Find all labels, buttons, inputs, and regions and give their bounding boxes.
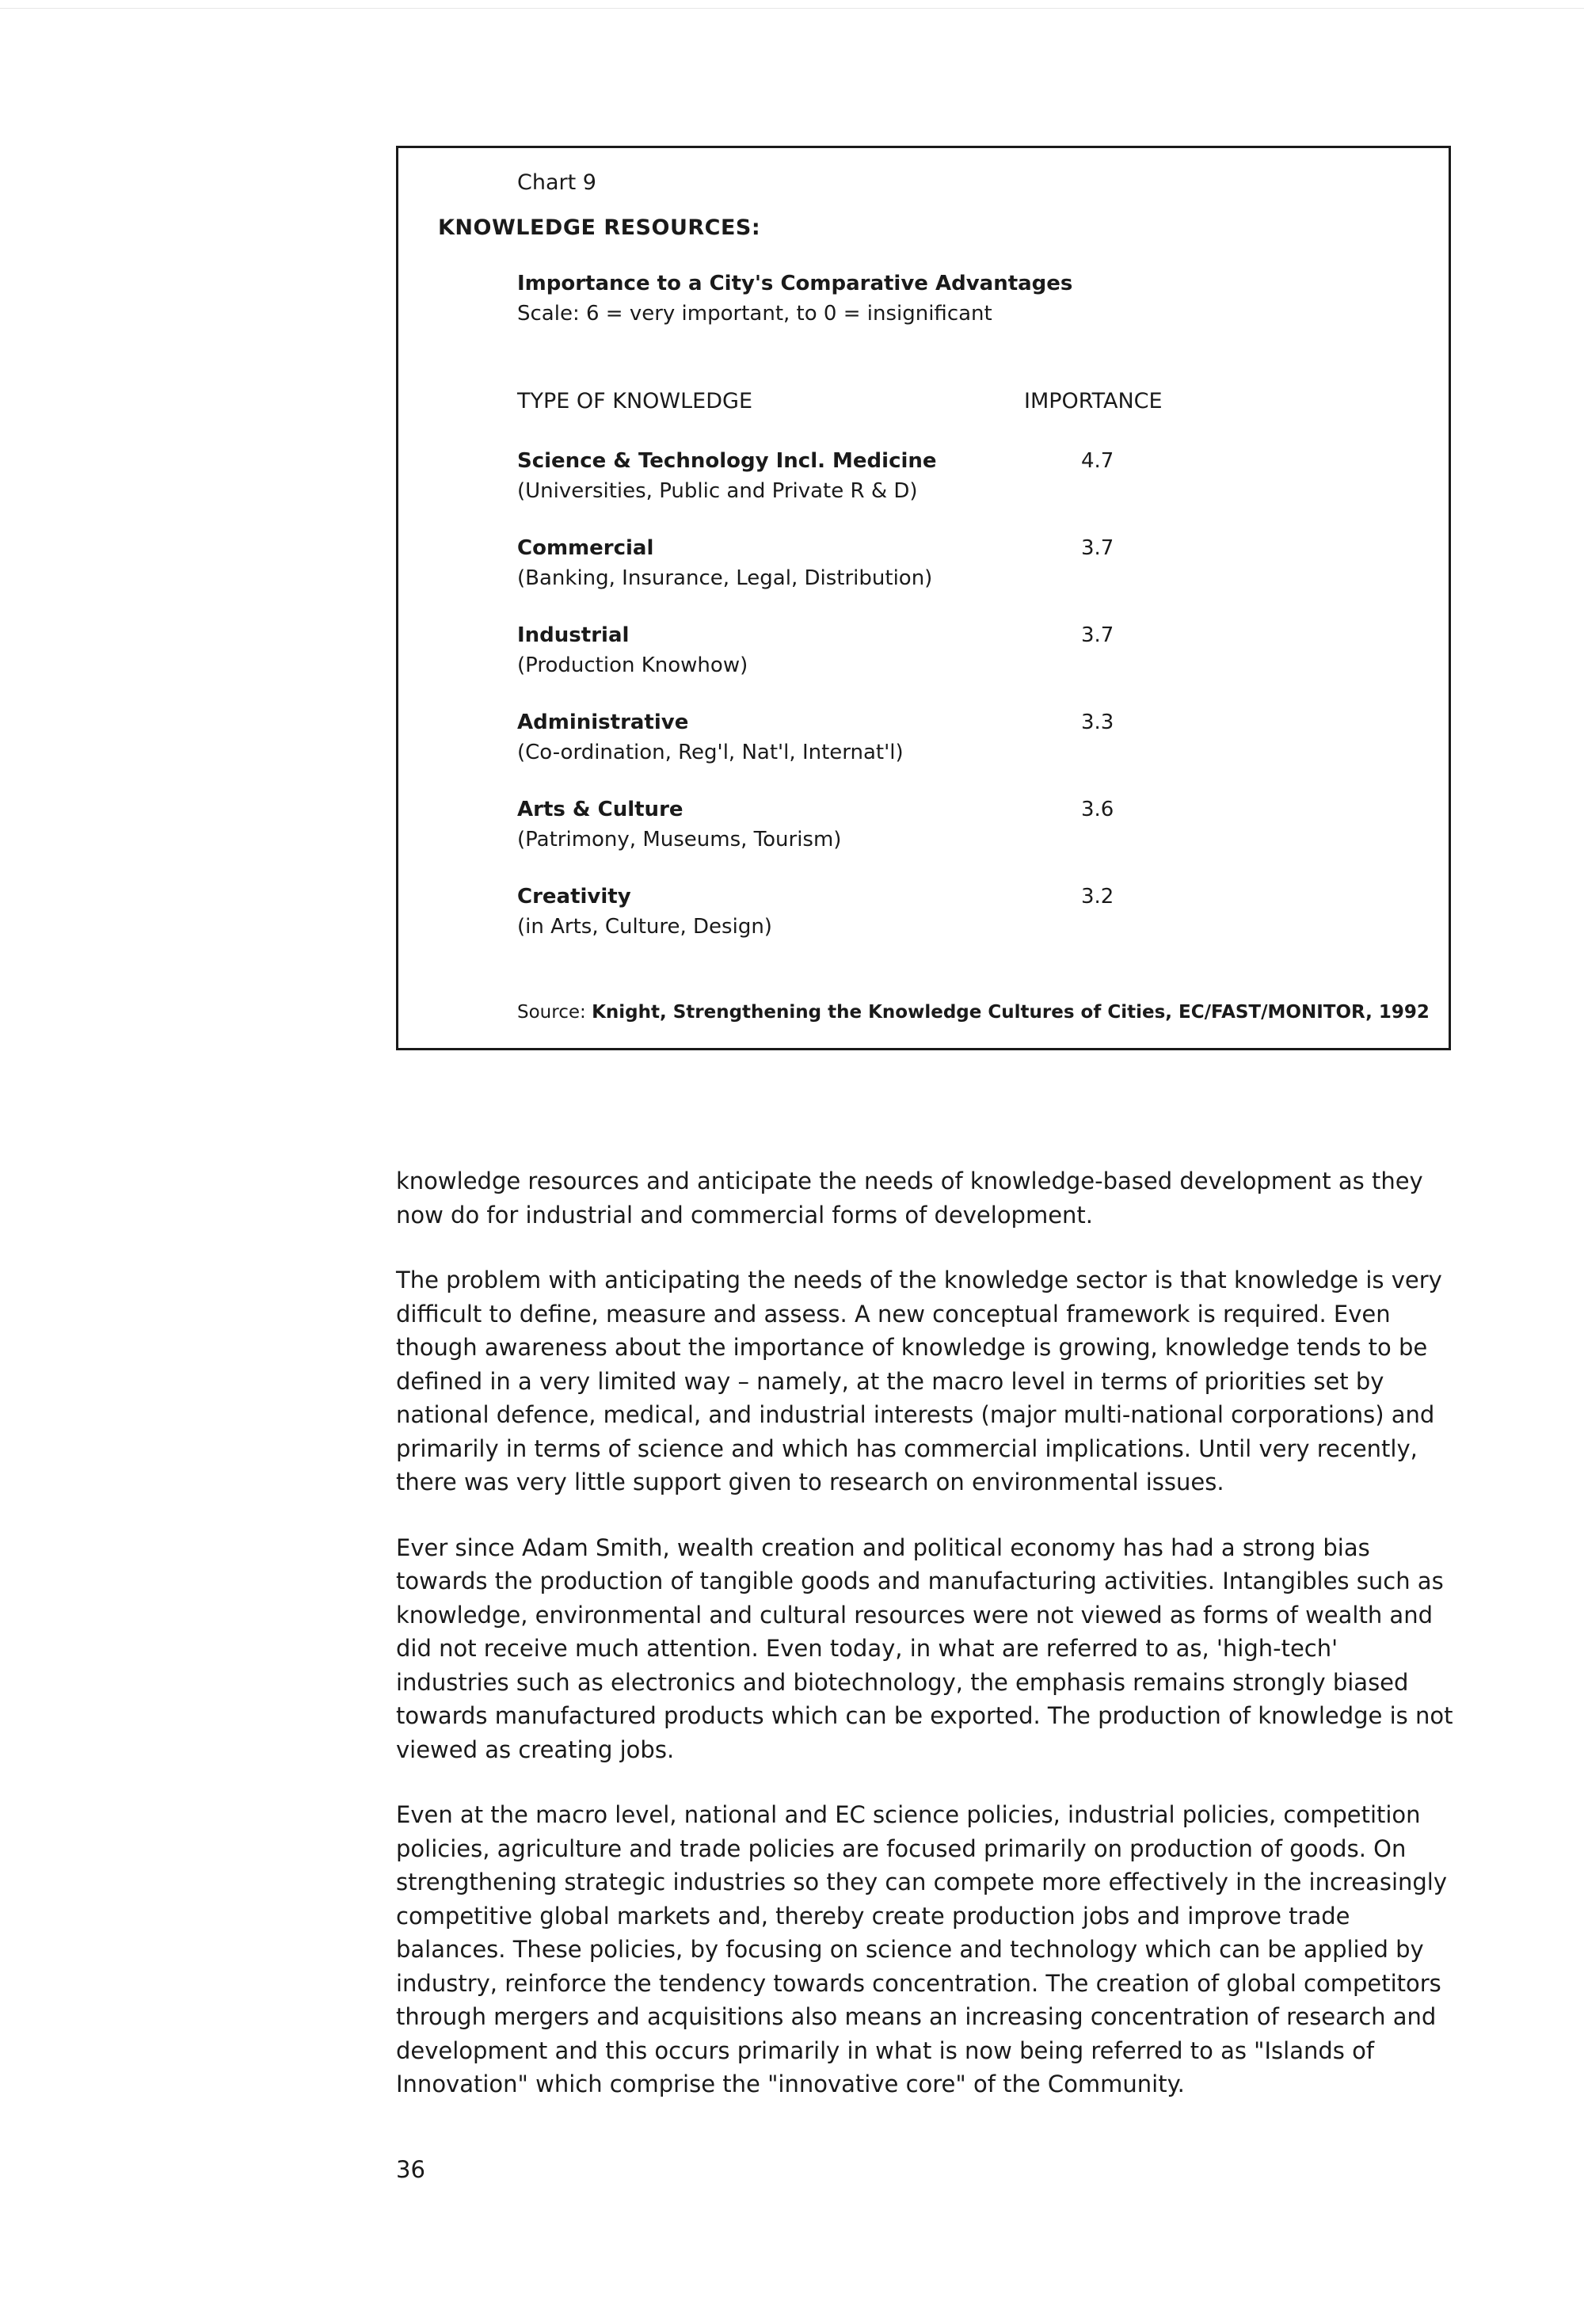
chart-9-box <box>396 146 1451 1050</box>
knowledge-type-name: Commercial <box>517 536 654 560</box>
knowledge-row <box>517 798 1388 861</box>
page-number: 36 <box>396 2156 425 2183</box>
knowledge-type-desc: (Patrimony, Museums, Tourism) <box>517 828 842 851</box>
knowledge-type-name: Creativity <box>517 885 631 909</box>
knowledge-type-desc: (Banking, Insurance, Legal, Distribution) <box>517 566 933 590</box>
knowledge-type-desc: (Universities, Public and Private R & D) <box>517 479 918 503</box>
column-header-type: TYPE OF KNOWLEDGE <box>517 389 752 413</box>
knowledge-row <box>517 885 1388 948</box>
importance-value: 3.7 <box>1081 536 1114 560</box>
knowledge-row <box>517 711 1388 774</box>
importance-value: 3.7 <box>1081 623 1114 647</box>
paragraph: The problem with anticipating the needs of the knowledge sector is that knowledge is very difficult to define, measure and assess. A new conceptual framework is required. Even though awareness about the importance of knowledge is growing, knowledge tends to be defined in a very limited way – namely, at the macro level in terms of priorities set by national defence, medical, and industrial interests (major multi-national corporations) and primarily in terms of science and which has commercial implications. Until very recently, there was very little support given to research on environmental issues. <box>396 1267 1442 1495</box>
knowledge-type-desc: (in Arts, Culture, Design) <box>517 915 772 939</box>
chart-scale: Scale: 6 = very important, to 0 = insignificant <box>517 302 992 326</box>
knowledge-row <box>517 536 1388 600</box>
importance-value: 3.3 <box>1081 711 1114 734</box>
body-text <box>396 1164 1457 2133</box>
knowledge-type-name: Science & Technology Incl. Medicine <box>517 449 937 473</box>
knowledge-type-name: Administrative <box>517 711 689 734</box>
importance-value: 3.6 <box>1081 798 1114 821</box>
column-header-importance: IMPORTANCE <box>1024 389 1163 413</box>
source-text: Knight, Strengthening the Knowledge Cultures of Cities, EC/FAST/MONITOR, 1992 <box>592 1002 1430 1023</box>
paragraph: knowledge resources and anticipate the needs of knowledge-based development as they now do for industrial and commercial forms of development. <box>396 1168 1423 1229</box>
knowledge-row <box>517 623 1388 687</box>
chart-title: KNOWLEDGE RESOURCES: <box>438 215 761 240</box>
paragraph: Even at the macro level, national and EC science policies, industrial policies, competition policies, agriculture and trade policies are focused primarily on production of goods. On strengthening strategic industries so they can compete more effectively in the increasingly competitive global markets and, thereby create production jobs and improve trade balances. These policies, by focusing on science and technology which can be applied by industry, reinforce the tendency towards concentration. The creation of global competitors through mergers and acquisitions also means an increasing concentration of research and development and this occurs primarily in what is now being referred to as "Islands of Innovation" which comprise the "innovative core" of the Community. <box>396 1801 1448 2097</box>
knowledge-type-name: Industrial <box>517 623 630 647</box>
knowledge-row <box>517 449 1388 512</box>
importance-value: 4.7 <box>1081 449 1114 473</box>
paragraph: Ever since Adam Smith, wealth creation and political economy has had a strong bias towards the production of tangible goods and manufacturing activities. Intangibles such as knowledge, environmental and cultural resources were not viewed as forms of wealth and did not receive much attention. Even today, in what are referred to as, 'high-tech' industries such as electronics and biotechnology, the emphasis remains strongly biased towards manufactured products which can be exported. The production of knowledge is not viewed as creating jobs. <box>396 1533 1453 1763</box>
chart-subtitle: Importance to a City's Comparative Advantages <box>517 272 1073 295</box>
knowledge-type-desc: (Co-ordination, Reg'l, Nat'l, Internat'l) <box>517 741 904 764</box>
knowledge-type-name: Arts & Culture <box>517 798 683 821</box>
chart-label: Chart 9 <box>517 170 596 195</box>
knowledge-type-desc: (Production Knowhow) <box>517 653 748 677</box>
source-label: Source: <box>517 1002 592 1023</box>
page-edge-line <box>0 8 1584 9</box>
importance-value: 3.2 <box>1081 885 1114 909</box>
chart-source <box>517 1002 1430 1023</box>
